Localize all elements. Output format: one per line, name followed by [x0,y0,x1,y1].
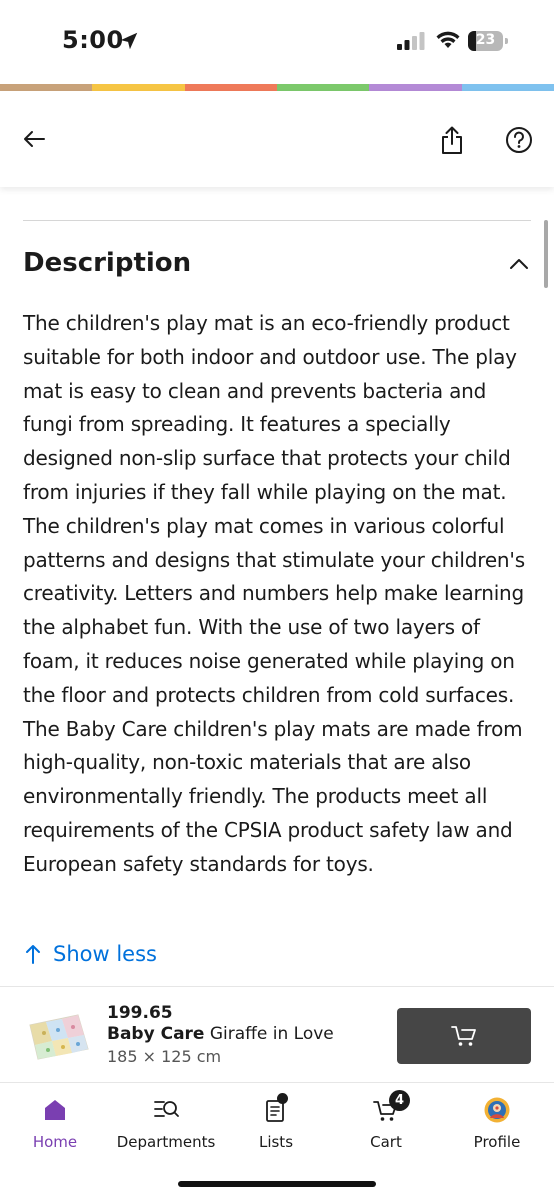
tab-lists[interactable] [221,1097,331,1151]
profile-avatar-icon [484,1097,510,1123]
brand-color-stripe [0,84,554,91]
tab-profile[interactable] [442,1097,552,1151]
cellular-signal-icon [397,32,425,50]
stripe-segment [462,84,554,91]
add-to-cart-button[interactable] [397,1008,531,1064]
description-text: The children's play mat is an eco-friendly product suitable for both indoor and outdoor use. The play mat is easy to clean and prevents bacteria and fungi from spreading. It features a specially designed non-slip surface that protects your child from injuries if they fall while playing on the mat. The children's play mat comes in various colorful patterns and designs that stimulate your children's creativity. Letters and numbers help make learning the alphabet fun. With the use of two layers of foam, it reduces noise generated while playing on the floor and protects children from cold surfaces. The Baby Care children's play mats are made from high-quality, non-toxic materials that are also environmentally friendly. The products meet all requirements of the CPSIA product safety law and European safety standards for toys. [23,311,525,876]
product-title[interactable] [107,1024,334,1044]
top-app-bar [0,91,554,187]
tab-home[interactable] [0,1097,110,1151]
product-price: 199.65 [107,1003,173,1023]
cart-count-badge: 4 [389,1090,410,1111]
show-less-label: Show less [53,942,157,966]
section-divider [23,220,531,221]
product-name: Giraffe in Love [209,1024,334,1044]
sticky-product-bar [0,986,554,1082]
tab-label: Departments [116,1133,216,1151]
stripe-segment [92,84,184,91]
battery-icon [468,31,508,51]
lists-notification-dot [277,1093,288,1104]
wifi-icon [435,30,461,50]
home-icon [42,1097,68,1123]
status-bar [0,0,554,84]
share-icon[interactable] [439,125,465,155]
product-brand: Baby Care [107,1024,205,1044]
chevron-up-icon[interactable] [506,254,532,274]
tab-label: Profile [473,1133,521,1151]
tab-label: Home [32,1133,78,1151]
tab-departments[interactable] [111,1097,221,1151]
show-less-link[interactable] [23,938,157,970]
stripe-segment [369,84,461,91]
question-circle-icon[interactable] [505,126,533,154]
stripe-segment [277,84,369,91]
status-time: 5:00 [62,26,124,54]
arrow-up-icon [23,943,43,965]
description-title: Description [23,248,192,278]
home-indicator[interactable] [178,1181,376,1187]
product-size: 185 × 125 cm [107,1047,222,1066]
tab-label: Cart [370,1133,402,1151]
stripe-segment [0,84,92,91]
stripe-segment [185,84,277,91]
location-arrow-icon [118,30,140,52]
departments-icon [153,1097,179,1123]
product-thumbnail[interactable] [26,1011,90,1061]
tab-cart[interactable] [331,1097,441,1151]
scrollbar[interactable] [544,220,548,288]
battery-level: 23 [475,32,496,48]
arrow-left-icon[interactable] [20,125,48,153]
cart-plus-icon [451,1024,477,1048]
tab-label: Lists [258,1133,294,1151]
